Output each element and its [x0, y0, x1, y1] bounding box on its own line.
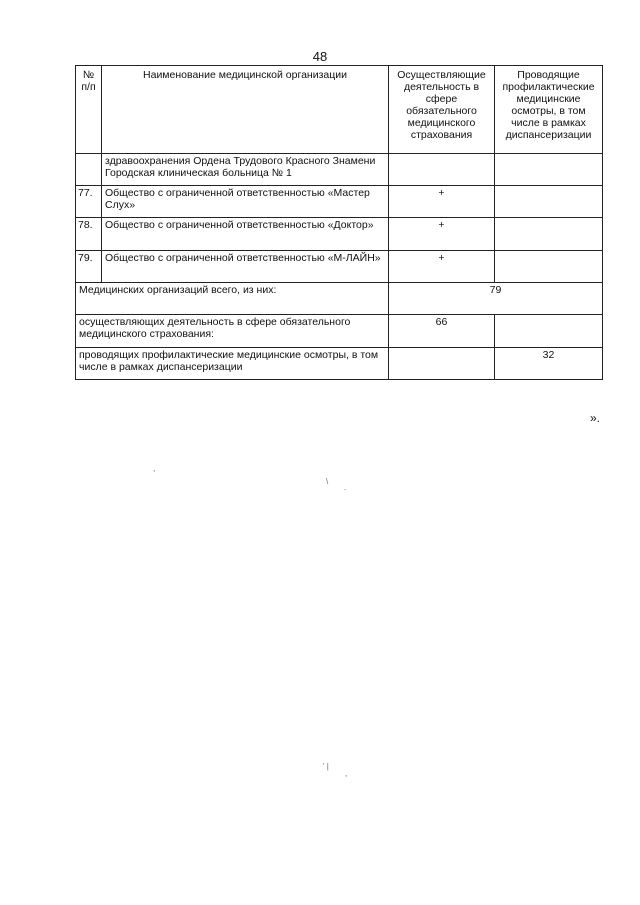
table-row [76, 251, 603, 283]
table-row [76, 154, 603, 186]
scan-speck: \ [326, 477, 329, 486]
scan-speck: . [344, 483, 347, 492]
summary-total-row [76, 283, 603, 315]
row-num [76, 154, 102, 186]
summary-total-label: Медицинских организаций всего, из них: [76, 283, 389, 315]
summary-oms-empty [495, 315, 603, 348]
row-name: здравоохранения Ордена Трудового Красного Знамени Городская клиническая больница № 1 [102, 154, 389, 186]
table-row [76, 186, 603, 218]
summary-prof-empty [389, 348, 495, 380]
summary-prof-row [76, 348, 603, 380]
closing-quote-mark: ». [589, 411, 600, 425]
row-oms: + [389, 186, 495, 218]
summary-oms-row [76, 315, 603, 348]
summary-oms-value: 66 [389, 315, 495, 348]
row-name: Общество с ограниченной ответственностью «М-ЛАЙН» [102, 251, 389, 283]
row-num: 77. [76, 186, 102, 218]
table-header-row [76, 66, 603, 154]
table-row [76, 218, 603, 251]
row-num: 78. [76, 218, 102, 251]
summary-oms-label: осуществляющих деятельность в сфере обязательного медицинского страхования: [76, 315, 389, 348]
row-oms [389, 154, 495, 186]
scan-speck: , [345, 769, 348, 778]
header-name: Наименование медицинской организации [102, 66, 389, 154]
summary-prof-label: проводящих профилактические медицинские осмотры, в том числе в рамках диспансеризации [76, 348, 389, 380]
summary-total-value: 79 [389, 283, 603, 315]
page-number: 48 [312, 49, 328, 64]
header-oms: Осуществляющие деятельность в сфере обязательного медицинского страхования [389, 66, 495, 154]
row-prof [495, 251, 603, 283]
row-prof [495, 218, 603, 251]
row-name: Общество с ограниченной ответственностью «Доктор» [102, 218, 389, 251]
header-prof: Проводящие профилактические медицинские осмотры, в том числе в рамках диспансеризации [495, 66, 603, 154]
row-oms: + [389, 218, 495, 251]
header-num: № п/п [76, 66, 102, 154]
row-name: Общество с ограниченной ответственностью «Мастер Слух» [102, 186, 389, 218]
row-num: 79. [76, 251, 102, 283]
medical-organizations-table [75, 65, 603, 380]
scan-speck: , [153, 464, 156, 473]
row-prof [495, 186, 603, 218]
row-oms: + [389, 251, 495, 283]
summary-prof-value: 32 [495, 348, 603, 380]
scan-speck: ' | [323, 762, 329, 771]
row-prof [495, 154, 603, 186]
